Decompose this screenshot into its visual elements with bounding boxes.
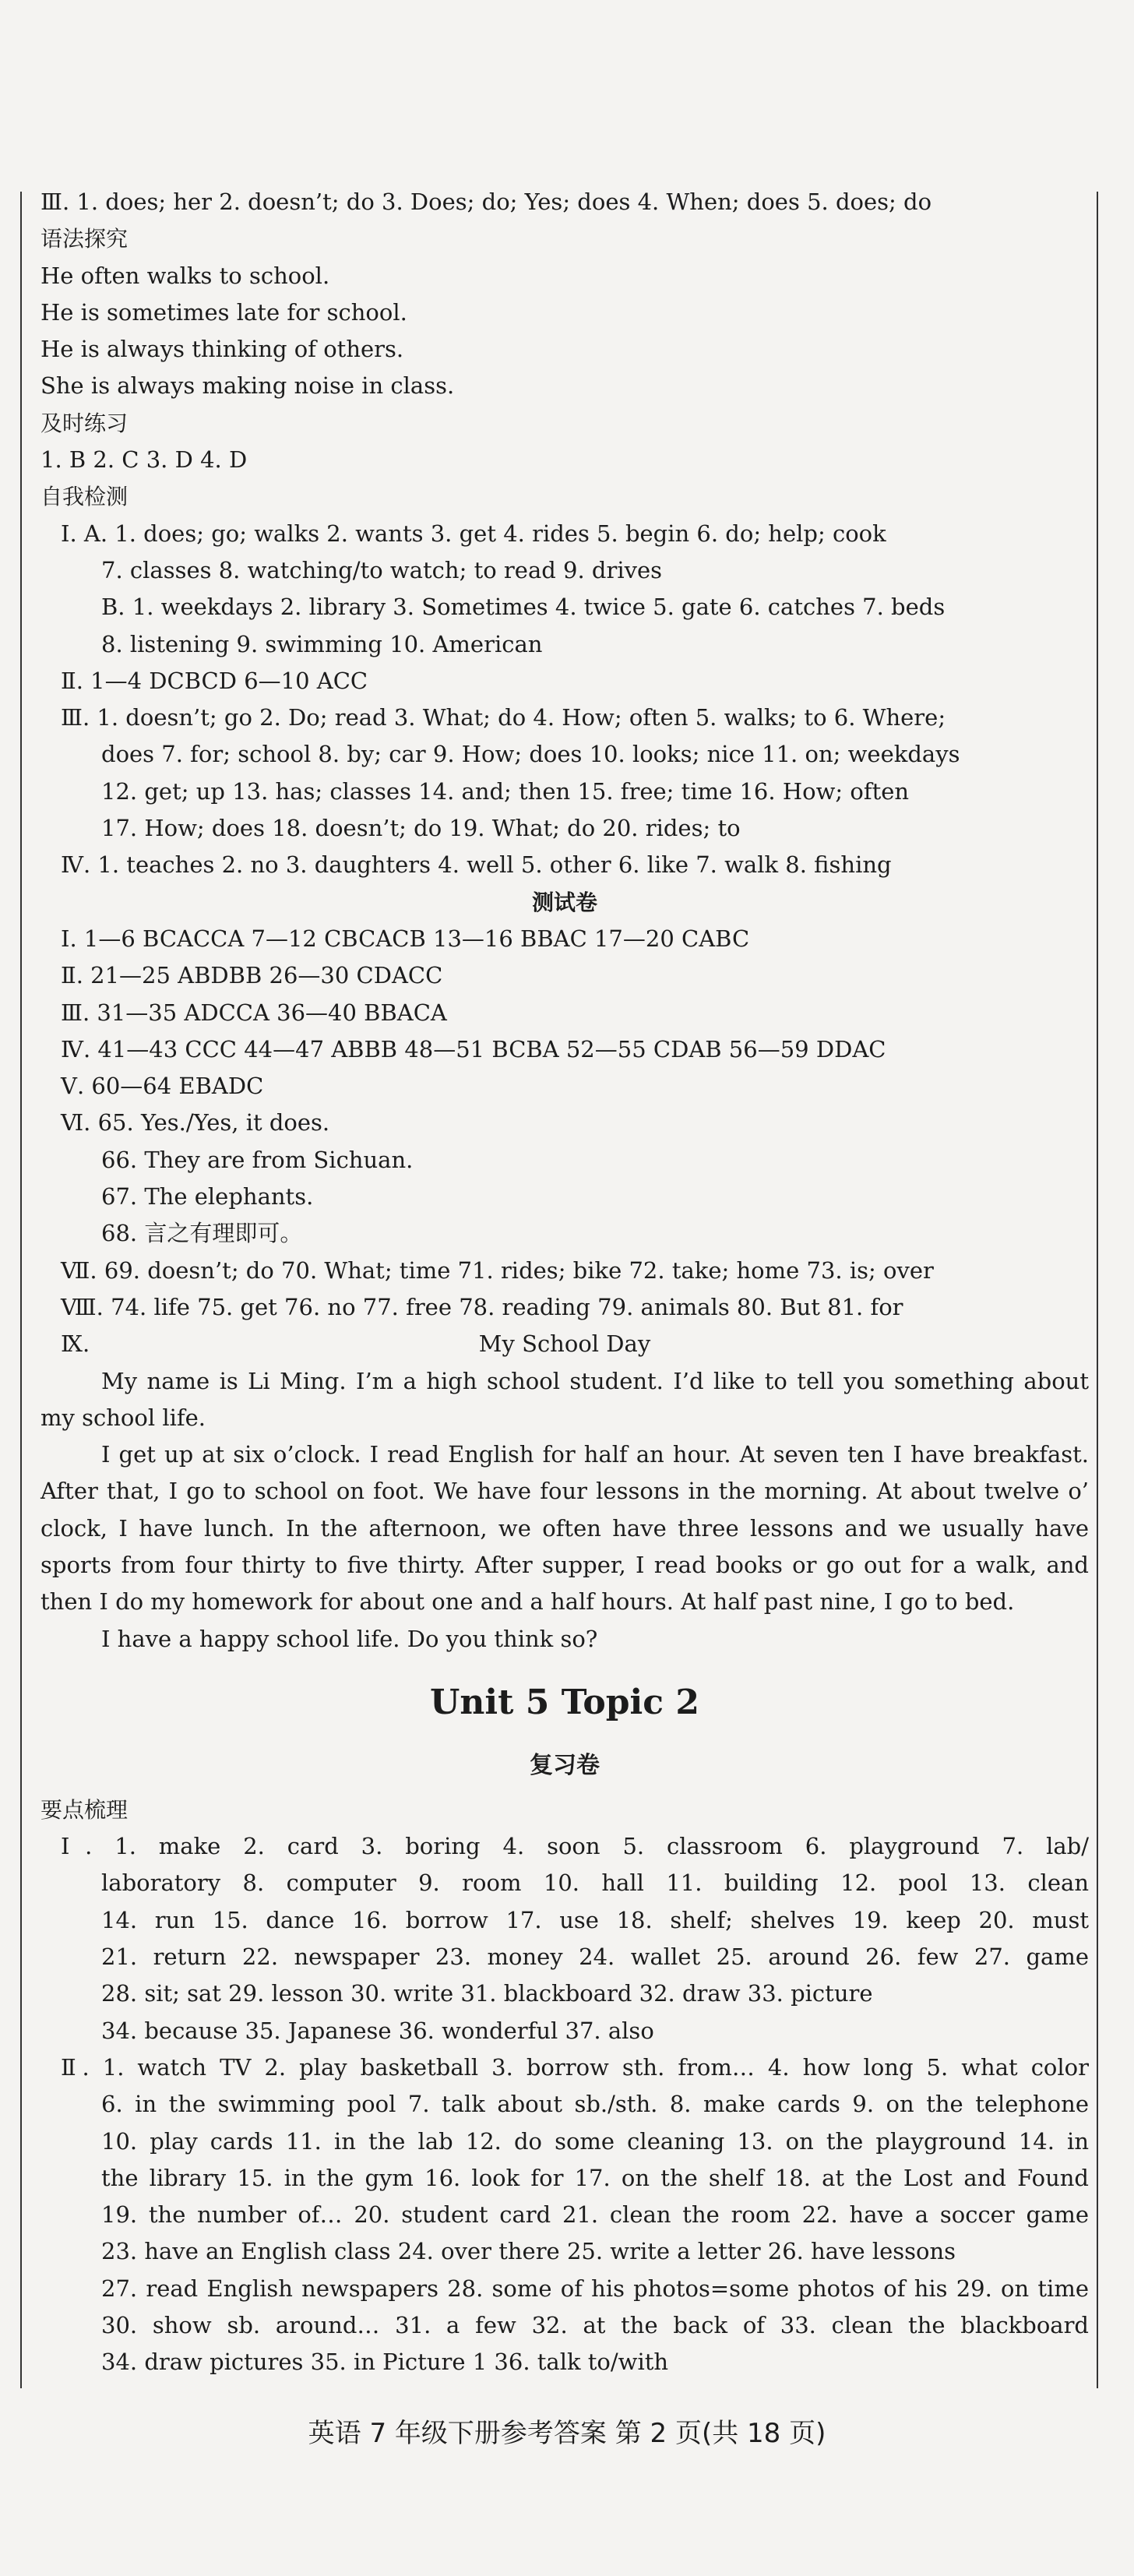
essay-line: sports from four thirty to five thirty. After supper, I read books or go out for a walk, and — [40, 1551, 1089, 1578]
review-title: 复习卷 — [530, 1751, 600, 1779]
selfcheck-i-line: 8. listening 9. swimming 10. American — [101, 630, 543, 657]
selfcheck-iii-line: 12. get; up 13. has; classes 14. and; then 15. free; time 16. How; often — [101, 777, 910, 805]
selfcheck-ii-line: Ⅱ. 1—4 DCBCD 6—10 ACC — [61, 667, 368, 694]
keypoints-ii-line: 6. in the swimming pool 7. talk about sb./sth. 8. make cards 9. on the telephone — [101, 2091, 1089, 2118]
test-ii-line: Ⅱ. 21—25 ABDBB 26—30 CDACC — [61, 962, 443, 989]
selfcheck-i-line: Ⅰ. A. 1. does; go; walks 2. wants 3. get 4. rides 5. begin 6. do; help; cook — [61, 520, 886, 547]
selfcheck-iii-line: does 7. for; school 8. by; car 9. How; does 10. looks; nice 11. on; weekdays — [101, 741, 960, 768]
selfcheck-i-line: B. 1. weekdays 2. library 3. Sometimes 4. twice 5. gate 6. catches 7. beds — [101, 594, 946, 621]
keypoints-ii-line: 10. play cards 11. in the lab 12. do some cleaning 13. on the playground 14. in — [101, 2127, 1089, 2155]
selfcheck-iv-line: Ⅳ. 1. teaches 2. no 3. daughters 4. well 5. other 6. like 7. walk 8. fishing — [61, 851, 892, 879]
essay-title: My School Day — [478, 1330, 651, 1358]
keypoints-i-line: 14. run 15. dance 16. borrow 17. use 18. shelf; shelves 19. keep 20. must — [101, 1906, 1089, 1933]
practice-heading: 及时练习 — [40, 410, 129, 436]
grammar-heading: 语法探究 — [40, 226, 129, 252]
essay-line: I have a happy school life. Do you think so? — [101, 1625, 598, 1652]
test-heading: 测试卷 — [531, 889, 597, 915]
test-iii-line: Ⅲ. 31—35 ADCCA 36—40 BBACA — [61, 999, 447, 1026]
selfcheck-heading: 自我检测 — [40, 484, 129, 510]
keypoints-i-line: 28. sit; sat 29. lesson 30. write 31. blackboard 32. draw 33. picture — [101, 1980, 873, 2007]
grammar-sentence: He is sometimes late for school. — [40, 298, 407, 326]
section-iii-answers: Ⅲ. 1. does; her 2. doesn’t; do 3. Does; do; Yes; does 4. When; does 5. does; do — [40, 189, 932, 215]
keypoints-ii-line: Ⅱ. 1. watch TV 2. play basketball 3. borrow sth. from… 4. how long 5. what color — [61, 2053, 1089, 2081]
grammar-sentence: She is always making noise in class. — [40, 372, 455, 400]
essay-line: My name is Li Ming. I’m a high school student. I’d like to tell you something about — [101, 1367, 1089, 1394]
test-vi-line: Ⅵ. 65. Yes./Yes, it does. — [61, 1109, 330, 1136]
keypoints-ii-line: 27. read English newspapers 28. some of his photos=some photos of his 29. on time — [101, 2275, 1089, 2302]
keypoints-i-line: laboratory 8. computer 9. room 10. hall 11. building 12. pool 13. clean — [101, 1869, 1089, 1897]
test-ix-line — [40, 1326, 1089, 1362]
keypoints-i-line: Ⅰ. 1. make 2. card 3. boring 4. soon 5. classroom 6. playground 7. lab/ — [61, 1833, 1089, 1860]
unit-title: Unit 5 Topic 2 — [430, 1682, 699, 1722]
essay-line: my school life. — [40, 1404, 206, 1431]
keypoints-i-line: 21. return 22. newspaper 23. money 24. wallet 25. around 26. few 27. game — [101, 1943, 1089, 1971]
test-i-line: Ⅰ. 1—6 BCACCA 7—12 CBCACB 13—16 BBAC 17—20 CABC — [61, 925, 750, 952]
selfcheck-iii-line: Ⅲ. 1. doesn’t; go 2. Do; read 3. What; do 4. How; often 5. walks; to 6. Where; — [61, 704, 946, 731]
selfcheck-iii-line: 17. How; does 18. doesn’t; do 19. What; do 20. rides; to — [101, 815, 741, 842]
keypoints-ii-line: 34. draw pictures 35. in Picture 1 36. talk to/with — [101, 2349, 669, 2376]
keypoints-ii-line: the library 15. in the gym 16. look for 17. on the shelf 18. at the Lost and Found — [101, 2164, 1089, 2191]
practice-answers: 1. B 2. C 3. D 4. D — [40, 446, 248, 474]
grammar-sentence: He is always thinking of others. — [40, 336, 404, 363]
test-iv-line: Ⅳ. 41—43 CCC 44—47 ABBB 48—51 BCBA 52—55 CDAB 56—59 DDAC — [61, 1035, 886, 1062]
essay-line: clock, I have lunch. In the afternoon, we often have three lessons and we usually have — [40, 1514, 1089, 1542]
keypoints-ii-line: 30. show sb. around… 31. a few 32. at the back of 33. clean the blackboard — [101, 2312, 1089, 2339]
essay-line: I get up at six o’clock. I read English for half an hour. At seven ten I have breakfast. — [101, 1441, 1089, 1468]
keypoints-ii-line: 19. the number of… 20. student card 21. clean the room 22. have a soccer game — [101, 2201, 1089, 2229]
test-vi-line: 66. They are from Sichuan. — [101, 1146, 414, 1173]
test-vii-line: Ⅶ. 69. doesn’t; do 70. What; time 71. rides; bike 72. take; home 73. is; over — [61, 1256, 934, 1284]
page-footer: 英语 7 年级下册参考答案 第 2 页(共 18 页) — [308, 2418, 826, 2449]
test-vi-line: 67. The elephants. — [101, 1183, 314, 1210]
test-viii-line: Ⅷ. 74. life 75. get 76. no 77. free 78. reading 79. animals 80. But 81. for — [61, 1293, 903, 1320]
test-vi-line: 68. 言之有理即可。 — [101, 1220, 303, 1247]
test-v-line: Ⅴ. 60—64 EBADC — [61, 1073, 264, 1100]
left-margin-rule — [20, 192, 22, 2388]
keypoints-heading: 要点梳理 — [40, 1796, 129, 1823]
test-ix-label: Ⅸ. — [61, 1330, 90, 1358]
essay-line: then I do my homework for about one and a half hours. At half past nine, I go to bed. — [40, 1588, 1015, 1616]
essay-line: After that, I go to school on foot. We have four lessons in the morning. At about twelve o’ — [40, 1478, 1089, 1505]
grammar-sentence: He often walks to school. — [40, 262, 330, 289]
keypoints-i-line: 34. because 35. Japanese 36. wonderful 37. also — [101, 2017, 654, 2044]
page-content — [40, 184, 1089, 2381]
right-margin-rule — [1097, 192, 1098, 2388]
keypoints-ii-line: 23. have an English class 24. over there 25. write a letter 26. have lessons — [101, 2238, 956, 2265]
selfcheck-i-line: 7. classes 8. watching/to watch; to read 9. drives — [101, 556, 663, 583]
